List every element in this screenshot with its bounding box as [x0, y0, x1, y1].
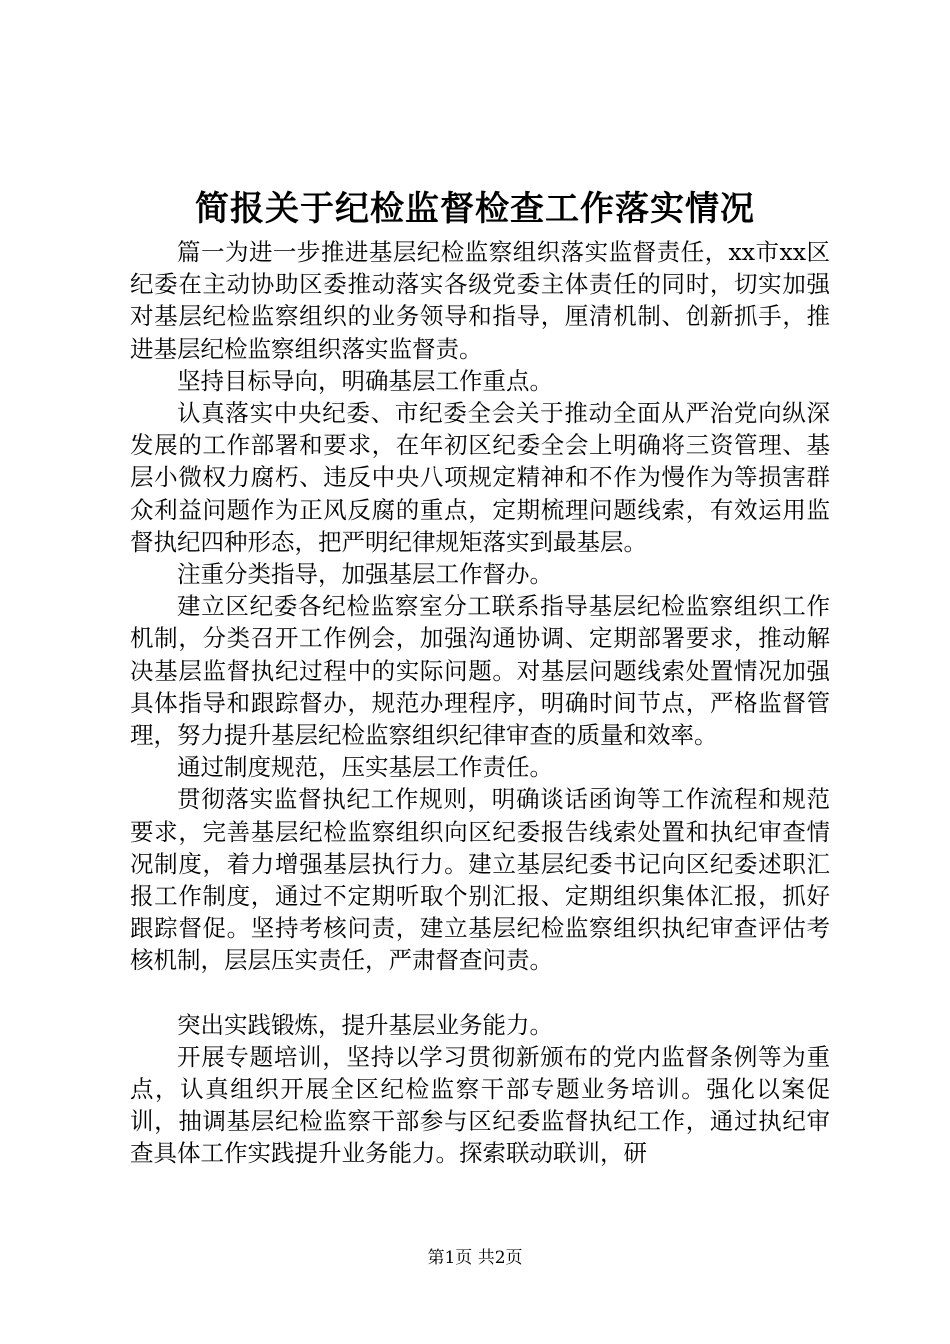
paragraph-goal-orientation-body: 认真落实中央纪委、市纪委全会关于推动全面从严治党向纵深发展的工作部署和要求，在年初区纪委全会上明确将三资管理、基层小微权力腐朽、违反中央八项规定精神和不作为慢作为等损害群众利益问题作为正风反腐的重点，定期梳理问题线索，有效运用监督执纪四种形态，把严明纪律规矩落实到最基层。 — [130, 399, 830, 556]
page-footer: 第1页 共2页 — [427, 1248, 523, 1268]
paragraph-intro: 篇一为进一步推进基层纪检监察组织落实监督责任，xx市xx区纪委在主动协助区委推动落实各级党委主体责任的同时，切实加强对基层纪检监察组织的业务领导和指导，厘清机制、创新抓手，推进基层纪检监察组织落实监督责。 — [130, 238, 830, 363]
paragraph-institutional-norms-body: 贯彻落实监督执纪工作规则，明确谈话函询等工作流程和规范要求，完善基层纪检监察组织向区纪委报告线索处置和执纪审查情况制度，着力增强基层执行力。建立基层纪委书记向区纪委述职汇报工作制度，通过不定期听取个别汇报、定期组织集体汇报，抓好跟踪督促。坚持考核问责，建立基层纪检监察组织执纪审查评估考核机制，层层压实责任，严肃督查问责。 — [130, 785, 830, 975]
paragraph-heading-practical-training: 突出实践锻炼，提升基层业务能力。 — [177, 1010, 553, 1039]
paragraph-classified-guidance-body: 建立区纪委各纪检监察室分工联系指导基层纪检监察组织工作机制，分类召开工作例会，加强沟通协调、定期部署要求，推动解决基层监督执纪过程中的实际问题。对基层问题线索处置情况加强具体指导和跟踪督办，规范办理程序，明确时间节点，严格监督管理，努力提升基层纪检监察组织纪律审查的质量和效率。 — [130, 592, 830, 750]
paragraph-heading-goal-orientation: 坚持目标导向，明确基层工作重点。 — [177, 366, 553, 395]
document-body — [130, 236, 830, 1170]
paragraph-practical-training-body: 开展专题培训，坚持以学习贯彻新颁布的党内监督条例等为重点，认真组织开展全区纪检监察干部专题业务培训。强化以案促训，抽调基层纪检监察干部参与区纪委监督执纪工作，通过执纪审查具体工作实践提升业务能力。探索联动联训，研 — [130, 1042, 830, 1168]
paragraph-heading-classified-guidance: 注重分类指导，加强基层工作督办。 — [177, 560, 553, 589]
document-title: 简报关于纪检监督检查工作落实情况 — [195, 189, 755, 229]
paragraph-heading-institutional-norms: 通过制度规范，压实基层工作责任。 — [177, 753, 553, 782]
